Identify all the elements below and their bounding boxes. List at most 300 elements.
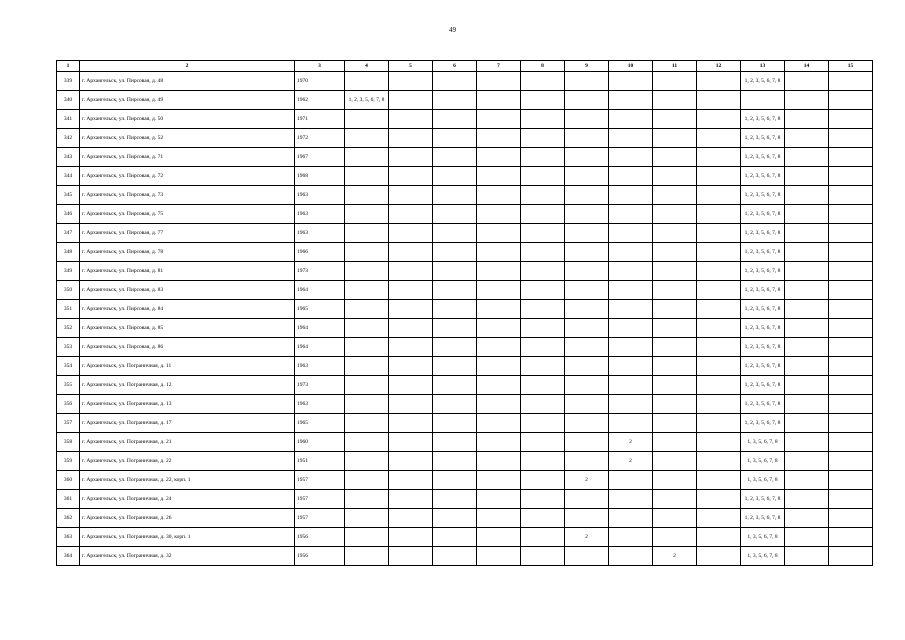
cell-col-11 — [653, 224, 697, 243]
cell-col-7 — [477, 376, 521, 395]
cell-col-4 — [345, 186, 389, 205]
cell-col-5 — [389, 433, 433, 452]
cell-col-4 — [345, 319, 389, 338]
cell-col-5 — [389, 300, 433, 319]
cell-year-built: 1963 — [295, 357, 345, 376]
cell-col-15 — [829, 300, 873, 319]
cell-year-built: 1968 — [295, 167, 345, 186]
table-body — [57, 72, 873, 566]
cell-col-11 — [653, 528, 697, 547]
cell-col-4 — [345, 262, 389, 281]
cell-col-4 — [345, 338, 389, 357]
cell-col-13: 1, 2, 3, 5, 6, 7, 8 — [741, 357, 785, 376]
cell-col-5 — [389, 319, 433, 338]
cell-col-11 — [653, 300, 697, 319]
cell-col-12 — [697, 528, 741, 547]
column-header-6: 6 — [433, 61, 477, 72]
cell-col-15 — [829, 338, 873, 357]
cell-col-12 — [697, 224, 741, 243]
cell-year-built: 1956 — [295, 528, 345, 547]
cell-col-14 — [785, 547, 829, 566]
cell-col-5 — [389, 414, 433, 433]
cell-col-14 — [785, 262, 829, 281]
cell-col-4 — [345, 433, 389, 452]
cell-col-15 — [829, 91, 873, 110]
cell-col-4 — [345, 528, 389, 547]
cell-col-9 — [565, 224, 609, 243]
cell-col-6 — [433, 129, 477, 148]
cell-col-6 — [433, 224, 477, 243]
cell-col-6 — [433, 300, 477, 319]
cell-col-15 — [829, 205, 873, 224]
cell-col-7 — [477, 490, 521, 509]
cell-col-12 — [697, 509, 741, 528]
cell-col-14 — [785, 224, 829, 243]
cell-address: г. Архангельск, ул. Пирсовая, д. 50 — [80, 110, 295, 129]
column-header-3: 3 — [295, 61, 345, 72]
cell-col-10: 2 — [609, 433, 653, 452]
cell-col-13: 1, 3, 5, 6, 7, 8 — [741, 471, 785, 490]
cell-col-6 — [433, 167, 477, 186]
cell-col-13: 1, 2, 3, 5, 6, 7, 8 — [741, 186, 785, 205]
cell-col-7 — [477, 433, 521, 452]
cell-col-5 — [389, 452, 433, 471]
cell-col-4 — [345, 471, 389, 490]
cell-col-9 — [565, 72, 609, 91]
cell-address: г. Архангельск, ул. Пограничная, д. 21 — [80, 433, 295, 452]
cell-col-5 — [389, 91, 433, 110]
table-row — [57, 262, 873, 281]
cell-year-built: 1967 — [295, 148, 345, 167]
cell-col-9 — [565, 509, 609, 528]
table-row — [57, 91, 873, 110]
cell-col-9 — [565, 262, 609, 281]
cell-col-11 — [653, 186, 697, 205]
cell-address: г. Архангельск, ул. Пограничная, д. 12 — [80, 376, 295, 395]
cell-year-built: 1963 — [295, 205, 345, 224]
cell-address: г. Архангельск, ул. Пограничная, д. 30, корп. 1 — [80, 528, 295, 547]
cell-year-built: 1957 — [295, 471, 345, 490]
cell-col-15 — [829, 357, 873, 376]
cell-row-number: 361 — [57, 490, 80, 509]
table-row — [57, 148, 873, 167]
cell-col-9 — [565, 452, 609, 471]
column-header-5: 5 — [389, 61, 433, 72]
cell-col-15 — [829, 490, 873, 509]
cell-col-8 — [521, 547, 565, 566]
cell-address: г. Архангельск, ул. Пограничная, д. 13 — [80, 395, 295, 414]
table-row — [57, 547, 873, 566]
cell-col-13: 1, 2, 3, 5, 6, 7, 8 — [741, 110, 785, 129]
cell-col-5 — [389, 72, 433, 91]
cell-col-15 — [829, 186, 873, 205]
cell-col-13: 1, 2, 3, 5, 6, 7, 8 — [741, 319, 785, 338]
cell-year-built: 1957 — [295, 509, 345, 528]
cell-col-5 — [389, 148, 433, 167]
cell-col-15 — [829, 414, 873, 433]
cell-col-4: 1, 2, 3, 5, 6, 7, 8 — [345, 91, 389, 110]
cell-year-built: 1956 — [295, 547, 345, 566]
cell-col-14 — [785, 148, 829, 167]
cell-col-14 — [785, 490, 829, 509]
cell-col-13: 1, 2, 3, 5, 6, 7, 8 — [741, 148, 785, 167]
cell-col-14 — [785, 395, 829, 414]
column-header-11: 11 — [653, 61, 697, 72]
cell-col-12 — [697, 452, 741, 471]
cell-year-built: 1965 — [295, 414, 345, 433]
cell-col-14 — [785, 319, 829, 338]
cell-col-14 — [785, 528, 829, 547]
cell-col-10 — [609, 72, 653, 91]
cell-row-number: 343 — [57, 148, 80, 167]
cell-col-5 — [389, 357, 433, 376]
cell-col-6 — [433, 91, 477, 110]
cell-col-9: 2 — [565, 471, 609, 490]
cell-col-8 — [521, 224, 565, 243]
cell-col-13: 1, 3, 5, 6, 7, 8 — [741, 547, 785, 566]
cell-col-12 — [697, 129, 741, 148]
table-row — [57, 395, 873, 414]
cell-col-8 — [521, 471, 565, 490]
cell-address: г. Архангельск, ул. Пирсовая, д. 71 — [80, 148, 295, 167]
table-row — [57, 433, 873, 452]
housing-registry-table — [56, 60, 873, 566]
cell-col-8 — [521, 129, 565, 148]
cell-col-7 — [477, 357, 521, 376]
column-header-13: 13 — [741, 61, 785, 72]
table-row — [57, 528, 873, 547]
cell-col-10 — [609, 281, 653, 300]
column-header-12: 12 — [697, 61, 741, 72]
cell-col-10 — [609, 148, 653, 167]
cell-col-6 — [433, 148, 477, 167]
cell-col-8 — [521, 509, 565, 528]
cell-col-10 — [609, 319, 653, 338]
cell-col-15 — [829, 224, 873, 243]
cell-col-9 — [565, 205, 609, 224]
cell-row-number: 353 — [57, 338, 80, 357]
table-row — [57, 452, 873, 471]
cell-col-10: 2 — [609, 452, 653, 471]
cell-col-11 — [653, 91, 697, 110]
cell-col-12 — [697, 490, 741, 509]
cell-col-7 — [477, 224, 521, 243]
column-header-9: 9 — [565, 61, 609, 72]
cell-col-9 — [565, 91, 609, 110]
cell-address: г. Архангельск, ул. Пограничная, д. 22, корп. 1 — [80, 471, 295, 490]
cell-col-12 — [697, 547, 741, 566]
cell-col-12 — [697, 262, 741, 281]
cell-col-11 — [653, 376, 697, 395]
cell-col-14 — [785, 243, 829, 262]
cell-col-10 — [609, 376, 653, 395]
cell-col-15 — [829, 243, 873, 262]
cell-col-10 — [609, 528, 653, 547]
cell-col-8 — [521, 433, 565, 452]
cell-row-number: 354 — [57, 357, 80, 376]
cell-col-14 — [785, 167, 829, 186]
cell-year-built: 1964 — [295, 281, 345, 300]
cell-col-14 — [785, 414, 829, 433]
cell-col-10 — [609, 414, 653, 433]
cell-col-11 — [653, 110, 697, 129]
cell-col-11 — [653, 262, 697, 281]
cell-col-5 — [389, 471, 433, 490]
cell-col-11 — [653, 357, 697, 376]
cell-year-built: 1973 — [295, 376, 345, 395]
cell-col-4 — [345, 224, 389, 243]
cell-col-10 — [609, 300, 653, 319]
cell-col-7 — [477, 528, 521, 547]
cell-col-5 — [389, 167, 433, 186]
cell-col-9 — [565, 338, 609, 357]
cell-address: г. Архангельск, ул. Пирсовая, д. 48 — [80, 72, 295, 91]
cell-address: г. Архангельск, ул. Пирсовая, д. 86 — [80, 338, 295, 357]
cell-col-11 — [653, 338, 697, 357]
cell-col-14 — [785, 281, 829, 300]
cell-col-15 — [829, 319, 873, 338]
cell-col-12 — [697, 414, 741, 433]
cell-col-6 — [433, 452, 477, 471]
cell-row-number: 340 — [57, 91, 80, 110]
cell-year-built: 1972 — [295, 129, 345, 148]
cell-col-8 — [521, 395, 565, 414]
cell-col-12 — [697, 167, 741, 186]
cell-col-13: 1, 3, 5, 6, 7, 8 — [741, 452, 785, 471]
column-header-14: 14 — [785, 61, 829, 72]
cell-col-6 — [433, 433, 477, 452]
cell-col-13: 1, 2, 3, 5, 6, 7, 8 — [741, 72, 785, 91]
table-row — [57, 357, 873, 376]
cell-col-7 — [477, 91, 521, 110]
cell-col-6 — [433, 528, 477, 547]
cell-col-14 — [785, 72, 829, 91]
cell-col-4 — [345, 376, 389, 395]
cell-col-12 — [697, 300, 741, 319]
cell-col-5 — [389, 281, 433, 300]
cell-col-10 — [609, 471, 653, 490]
cell-col-4 — [345, 509, 389, 528]
column-header-15: 15 — [829, 61, 873, 72]
cell-col-11 — [653, 414, 697, 433]
cell-row-number: 362 — [57, 509, 80, 528]
cell-col-12 — [697, 186, 741, 205]
cell-col-7 — [477, 452, 521, 471]
table-row — [57, 414, 873, 433]
cell-col-8 — [521, 243, 565, 262]
cell-col-9 — [565, 357, 609, 376]
table-row — [57, 338, 873, 357]
cell-col-5 — [389, 205, 433, 224]
cell-col-4 — [345, 205, 389, 224]
cell-col-7 — [477, 262, 521, 281]
cell-row-number: 345 — [57, 186, 80, 205]
cell-col-6 — [433, 509, 477, 528]
column-header-8: 8 — [521, 61, 565, 72]
table-row — [57, 205, 873, 224]
cell-year-built: 1973 — [295, 262, 345, 281]
cell-address: г. Архангельск, ул. Пограничная, д. 17 — [80, 414, 295, 433]
cell-col-5 — [389, 110, 433, 129]
cell-col-10 — [609, 357, 653, 376]
cell-col-13: 1, 2, 3, 5, 6, 7, 8 — [741, 338, 785, 357]
cell-row-number: 342 — [57, 129, 80, 148]
cell-row-number: 358 — [57, 433, 80, 452]
cell-row-number: 341 — [57, 110, 80, 129]
cell-col-10 — [609, 167, 653, 186]
table-row — [57, 167, 873, 186]
cell-col-12 — [697, 72, 741, 91]
table-row — [57, 281, 873, 300]
cell-col-13: 1, 2, 3, 5, 6, 7, 8 — [741, 224, 785, 243]
cell-col-13: 1, 3, 5, 6, 7, 8 — [741, 433, 785, 452]
cell-col-4 — [345, 490, 389, 509]
cell-col-9 — [565, 414, 609, 433]
cell-col-5 — [389, 547, 433, 566]
cell-col-12 — [697, 243, 741, 262]
cell-col-14 — [785, 452, 829, 471]
cell-address: г. Архангельск, ул. Пирсовая, д. 72 — [80, 167, 295, 186]
cell-col-12 — [697, 433, 741, 452]
cell-col-14 — [785, 110, 829, 129]
cell-address: г. Архангельск, ул. Пирсовая, д. 73 — [80, 186, 295, 205]
cell-col-15 — [829, 547, 873, 566]
cell-col-11 — [653, 395, 697, 414]
cell-col-10 — [609, 395, 653, 414]
cell-col-13: 1, 2, 3, 5, 6, 7, 8 — [741, 490, 785, 509]
cell-col-13: 1, 2, 3, 5, 6, 7, 8 — [741, 129, 785, 148]
cell-col-11 — [653, 319, 697, 338]
column-header-4: 4 — [345, 61, 389, 72]
cell-col-15 — [829, 471, 873, 490]
cell-col-5 — [389, 338, 433, 357]
cell-col-13 — [741, 91, 785, 110]
cell-col-13: 1, 2, 3, 5, 6, 7, 8 — [741, 281, 785, 300]
cell-col-7 — [477, 167, 521, 186]
cell-col-9 — [565, 186, 609, 205]
cell-row-number: 355 — [57, 376, 80, 395]
cell-col-8 — [521, 262, 565, 281]
cell-col-12 — [697, 395, 741, 414]
cell-col-10 — [609, 338, 653, 357]
cell-col-4 — [345, 129, 389, 148]
cell-col-13: 1, 2, 3, 5, 6, 7, 8 — [741, 509, 785, 528]
cell-row-number: 352 — [57, 319, 80, 338]
cell-col-12 — [697, 205, 741, 224]
cell-col-14 — [785, 300, 829, 319]
cell-year-built: 1963 — [295, 395, 345, 414]
cell-col-5 — [389, 509, 433, 528]
cell-col-6 — [433, 205, 477, 224]
cell-year-built: 1964 — [295, 338, 345, 357]
cell-col-11 — [653, 243, 697, 262]
cell-col-7 — [477, 338, 521, 357]
column-header-2: 2 — [80, 61, 295, 72]
cell-row-number: 347 — [57, 224, 80, 243]
cell-col-7 — [477, 547, 521, 566]
cell-col-4 — [345, 414, 389, 433]
cell-col-4 — [345, 110, 389, 129]
cell-address: г. Архангельск, ул. Пограничная, д. 11 — [80, 357, 295, 376]
cell-col-15 — [829, 72, 873, 91]
cell-col-9 — [565, 547, 609, 566]
cell-col-6 — [433, 547, 477, 566]
cell-year-built: 1963 — [295, 224, 345, 243]
cell-col-10 — [609, 243, 653, 262]
cell-col-7 — [477, 243, 521, 262]
cell-col-11 — [653, 471, 697, 490]
cell-col-12 — [697, 148, 741, 167]
cell-col-8 — [521, 357, 565, 376]
cell-col-4 — [345, 395, 389, 414]
cell-col-12 — [697, 357, 741, 376]
cell-col-4 — [345, 300, 389, 319]
cell-row-number: 359 — [57, 452, 80, 471]
cell-col-10 — [609, 205, 653, 224]
cell-col-4 — [345, 357, 389, 376]
cell-address: г. Архангельск, ул. Пирсовая, д. 83 — [80, 281, 295, 300]
cell-col-14 — [785, 186, 829, 205]
cell-col-8 — [521, 490, 565, 509]
cell-col-8 — [521, 205, 565, 224]
cell-col-6 — [433, 395, 477, 414]
cell-col-8 — [521, 281, 565, 300]
cell-col-8 — [521, 167, 565, 186]
cell-col-5 — [389, 395, 433, 414]
cell-col-14 — [785, 91, 829, 110]
cell-year-built: 1951 — [295, 452, 345, 471]
cell-col-4 — [345, 148, 389, 167]
cell-col-8 — [521, 110, 565, 129]
cell-col-6 — [433, 357, 477, 376]
cell-col-9 — [565, 376, 609, 395]
cell-col-10 — [609, 91, 653, 110]
cell-col-5 — [389, 186, 433, 205]
cell-col-12 — [697, 319, 741, 338]
cell-col-5 — [389, 490, 433, 509]
cell-col-10 — [609, 262, 653, 281]
cell-col-9 — [565, 433, 609, 452]
cell-address: г. Архангельск, ул. Пограничная, д. 24 — [80, 490, 295, 509]
cell-row-number: 364 — [57, 547, 80, 566]
cell-col-8 — [521, 452, 565, 471]
cell-col-7 — [477, 319, 521, 338]
cell-address: г. Архангельск, ул. Пирсовая, д. 81 — [80, 262, 295, 281]
cell-year-built: 1971 — [295, 110, 345, 129]
cell-col-7 — [477, 509, 521, 528]
cell-col-15 — [829, 395, 873, 414]
cell-col-14 — [785, 357, 829, 376]
cell-col-10 — [609, 110, 653, 129]
cell-col-8 — [521, 528, 565, 547]
cell-col-9 — [565, 395, 609, 414]
cell-col-9 — [565, 129, 609, 148]
cell-address: г. Архангельск, ул. Пирсовая, д. 78 — [80, 243, 295, 262]
cell-col-7 — [477, 72, 521, 91]
cell-col-14 — [785, 338, 829, 357]
cell-col-4 — [345, 72, 389, 91]
cell-address: г. Архангельск, ул. Пирсовая, д. 75 — [80, 205, 295, 224]
cell-col-13: 1, 2, 3, 5, 6, 7, 8 — [741, 376, 785, 395]
cell-col-9 — [565, 281, 609, 300]
cell-col-10 — [609, 186, 653, 205]
cell-col-8 — [521, 91, 565, 110]
cell-col-9 — [565, 490, 609, 509]
cell-col-15 — [829, 281, 873, 300]
cell-col-7 — [477, 300, 521, 319]
cell-col-8 — [521, 186, 565, 205]
cell-col-13: 1, 2, 3, 5, 6, 7, 8 — [741, 414, 785, 433]
